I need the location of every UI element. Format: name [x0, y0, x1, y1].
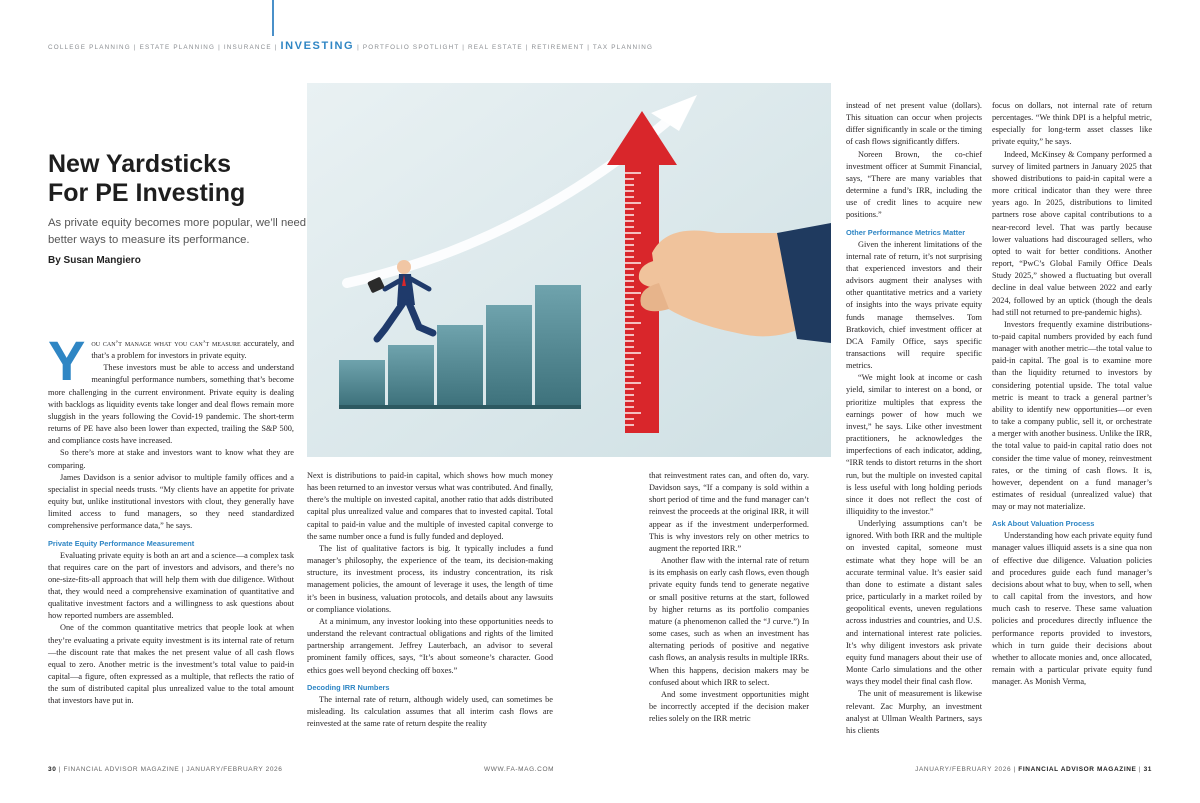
page-number-right: 31	[1143, 766, 1152, 773]
section-nav-before[interactable]: COLLEGE PLANNING | ESTATE PLANNING | INSURANCE |	[48, 44, 278, 51]
footer-left-text: FINANCIAL ADVISOR MAGAZINE | JANUARY/FEBRUARY 2026	[63, 766, 283, 773]
paragraph: Noreen Brown, the co-chief investment officer at Summit Financial, says, “There are many variables that determine a fund’s IRR, including the use of credit lines to acquire new positions.”	[846, 149, 982, 220]
subhead: Private Equity Performance Measurement	[48, 538, 195, 548]
footer-right-text: JANUARY/FEBRUARY 2026 |	[915, 766, 1016, 773]
paragraph: The list of qualitative factors is big. It typically includes a fund manager’s philosophy, the experience of the team, its decision-making structure, its investment process, its industry concentration, its risk management policies, the amount of leverage it uses, the length of time it’s been in business, valuation protocols, and details about any lawsuits or compliance violations.	[307, 543, 553, 614]
paragraph: instead of net present value (dollars). This situation can occur when projects differ significantly in scale or the timing of cash flows significantly differs.	[846, 101, 982, 147]
column-5	[992, 100, 1152, 688]
paragraph: These investors must be able to access and understand meaningful performance numbers, something that’s become more challenging in the current environment. Private equity is dealing with backlogs as liquidity events take longer and deal flows remain more sluggish in the years following the Covid-19 pandemic. The short-term returns of PE have also been lower than expected, trailing the S&P 500, and compliance costs have increased.	[48, 363, 294, 446]
paragraph: Understanding how each private equity fund manager values illiquid assets is a sine qua non of effective due diligence. Valuation policies and procedures guide each fund manager’s decisions about what to buy, when to sell, when to call capital from the investors, and how much cash to reserve. These same valuation policies and procedures directly influence the performance reports provided to investors, which in turn guide their decisions about whether to allocate monies and, once allocated, remain with a particular private equity fund manager. As Monish Verma,	[992, 531, 1152, 687]
paragraph: The internal rate of return, although widely used, can sometimes be misleading. Its calculation assumes that all interim cash flows are reinvested at the same rate of return despite the reality	[307, 694, 553, 728]
paragraph: Underlying assumptions can’t be ignored. With both IRR and the multiple on invested capital, someone must estimate what they hope will be an accurate terminal value. It’s easier said than done to estimate a distant sales price, particularly in a market roiled by geopolitical events, uneven regulations across industries and countries, and U.S. and international interest rate policies. It’s why diligent investors ask private equity fund managers about their use of Monte Carlo simulations and the other ways they model their final cash flow.	[846, 519, 982, 687]
paragraph: The unit of measurement is likewise relevant. Zac Murphy, an investment analyst at Ullman Wealth Partners, says his clients	[846, 689, 982, 735]
opening-paragraph	[48, 329, 294, 392]
article-title	[48, 150, 245, 208]
footer-right: JANUARY/FEBRUARY 2026 | FINANCIAL ADVISOR MAGAZINE | 31	[915, 766, 1152, 773]
drop-cap: Y	[48, 329, 86, 392]
opening-text: accurately, and that’s a problem for investors in private equity.	[91, 339, 294, 361]
subhead: Decoding IRR Numbers	[307, 682, 390, 692]
column-2	[307, 470, 553, 730]
column-4	[846, 100, 982, 737]
hero-illustration	[307, 83, 831, 457]
paragraph: Indeed, McKinsey & Company performed a survey of limited partners in January 2025 that showed distributions to paid-in capital were a more critical indicator than they were three years ago. In 2025, distributions to limited partners rose above capital contributions to a near-record level. That was partly because lower valuations had discouraged sellers, who opted to wait for better conditions. Another report, “PwC’s Global Family Office Deals Study 2025,” showed a fluctuating but overall decline in deal value between 2022 and early 2024, followed by an uptick (though the deals had still not returned to pre-pandemic highs).	[992, 149, 1152, 317]
paragraph: Given the inherent limitations of the internal rate of return, it’s not surprising that experienced investors and their advisors augment their analyses with other quantitative metrics and a variety of insights into the ways private equity funds manage themselves. Tom Bratkovich, chief investment officer at DCA Family Office, says specific transactions will require specific metrics.	[846, 239, 982, 371]
paragraph: Investors frequently examine distributions-to-paid capital numbers provided by each fund manager with another metric—the total value to paid-in capital. The goal is to examine more than the liquidity returned to investors by considering potential upside. The total value metric is meant to track a general partner’s ability to identify new opportunities—or even to take a company public, sell it, or orchestrate a merger with another business. Unlike the IRR, the total value to paid-in capital ratio does not consider the time value of money, reinvestment rates, or the timing of cash flows. It is, however, dependent on a fund manager’s estimates of residual (unrealized value) that may or may not materialize.	[992, 319, 1152, 512]
footer-right-mag: FINANCIAL ADVISOR MAGAZINE	[1018, 766, 1137, 773]
subhead: Ask About Valuation Process	[992, 519, 1095, 529]
subhead: Other Performance Metrics Matter	[846, 227, 966, 237]
column-3	[649, 470, 809, 725]
paragraph: So there’s more at stake and investors want to know what they are comparing.	[48, 448, 294, 470]
page-number-left: 30	[48, 766, 57, 773]
paragraph: And some investment opportunities might be incorrectly accepted if the decision maker relies solely on the IRR metric	[649, 689, 809, 724]
paragraph: Evaluating private equity is both an art and a science—a complex task that requires care on the part of investors and advisors, and there’s no one-size-fits-all approach that will help them with due diligence. Without that, they would need a comprehensive examination of quantitative and qualitative investment factors and a willingness to ask questions about how reported numbers are assembled.	[48, 550, 294, 621]
lead-in: ou can’t manage what you can’t measure	[91, 339, 241, 348]
section-nav-after[interactable]: | PORTFOLIO SPOTLIGHT | REAL ESTATE | RETIREMENT | TAX PLANNING	[357, 44, 654, 51]
paragraph: At a minimum, any investor looking into these opportunities needs to understand the relevant contractual obligations and rights of the limited partnership arrangement. Jeffrey Lauterbach, an advisor to several prominent family offices, says, “It’s about someone’s character. Good ethics goes well beyond checking off boxes.”	[307, 616, 553, 675]
title-line-2: For PE Investing	[48, 179, 246, 207]
paragraph: Next is distributions to paid-in capital, which shows how much money has been returned to an investor versus what was contributed. And finally, there’s the multiple on invested capital, another ratio that adds distributed capital plus unrealized value and compares that to invested capital. Total capital to paid-in value and the multiple of invested capital converge to the same number once a fund is fully funded and deployed.	[307, 471, 553, 541]
paragraph: focus on dollars, not internal rate of return percentages. “We think DPI is a helpful metric, especially for long-term asset classes like private equity,” he says.	[992, 101, 1152, 147]
section-nav-active[interactable]: INVESTING	[280, 40, 355, 52]
paragraph: One of the common quantitative metrics that people look at when they’re evaluating a private equity investment is its internal rate of return—the discount rate that makes the net present value of all cash flows equal to zero. Another metric is the investment’s total value to paid-in capital—a figure, often expressed as a multiple, that reflects the ratio of the sum of distributed capital plus unrealized value to the total amount that investors have put in.	[48, 623, 294, 706]
byline: By Susan Mangiero	[48, 255, 141, 266]
header-accent-line	[272, 0, 274, 36]
title-line-1: New Yardsticks	[48, 150, 231, 178]
paragraph: James Davidson is a senior advisor to multiple family offices and a specialist in special needs trusts. “My clients have an appetite for private equity but, unlike institutional investors with clout, they generally have limited access to fund managers, so they need standardized comprehensive performance data,” he says.	[48, 472, 294, 531]
section-nav	[48, 40, 653, 52]
paragraph: Another flaw with the internal rate of return is its emphasis on early cash flows, even though private equity funds tend to generate negative or small positive returns at the start, followed by higher returns as its portfolio companies mature (a phenomenon called the “J curve.”) In some cases, such as when an investment has alternating periods of positive and negative cash flows, an analysis results in multiple IRRs. When this happens, decision makers may be confused about which IRR to select.	[649, 556, 809, 687]
article-deck: As private equity becomes more popular, we’ll need better ways to measure its performance.	[48, 217, 307, 246]
footer-left: 30 | FINANCIAL ADVISOR MAGAZINE | JANUARY/FEBRUARY 2026	[48, 766, 283, 773]
column-1	[48, 329, 294, 708]
paragraph: “We might look at income or cash yield, similar to interest on a bond, or prioritize multiples that express the earnings power of how much we invest,” he says. Like other investment practitioners, he acknowledges the imperfections of each indicator, adding, “IRR tends to distort returns in the short run, but the multiple on invested capital is less useful with long holding periods since it does not reflect the cost of illiquidity to the investor.”	[846, 373, 982, 516]
footer-url[interactable]: WWW.FA-MAG.COM	[484, 766, 555, 773]
paragraph: that reinvestment rates can, and often do, vary. Davidson says, “If a company is sold within a short period of time and the fund manager can’t reinvest the proceeds at the original IRR, it will appear as if the investment underperformed. This is why investors rely on other metrics to augment the reported IRR.”	[649, 471, 809, 553]
